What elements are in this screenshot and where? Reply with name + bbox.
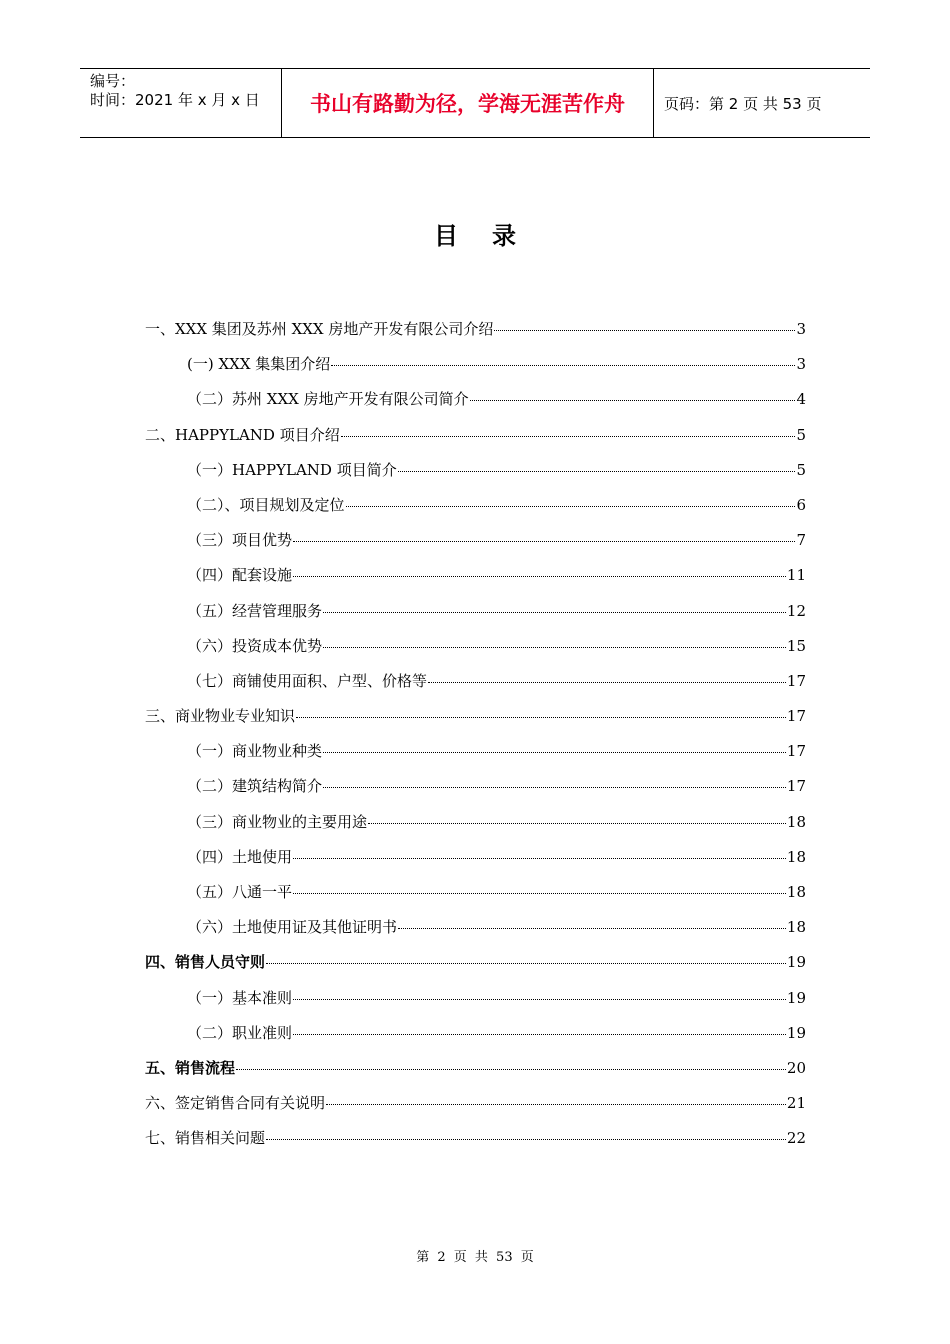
toc-entry-page: 17 [786,777,806,796]
toc-entry[interactable] [145,635,806,670]
toc-leader-dots [368,823,786,824]
toc-entry-title: （六）土地使用证及其他证明书 [187,918,398,937]
toc-entry-page: 17 [786,742,806,761]
toc-entry-title: 一、XXX 集团及苏州 XXX 房地产开发有限公司介绍 [145,320,494,338]
toc-entry-page: 12 [786,601,806,620]
toc-entry-title: （一）HAPPYLAND 项目简介 [187,460,397,479]
toc-entry[interactable] [145,740,806,775]
toc-leader-dots [323,612,786,613]
toc-entry-page: 17 [786,707,806,726]
toc-entry-page: 7 [796,531,806,550]
toc-entry-title: 六、签定销售合同有关说明 [145,1094,326,1113]
toc-entry[interactable] [145,1092,806,1127]
toc-entry[interactable] [145,529,806,564]
toc-leader-dots [470,400,796,401]
toc-entry-page: 21 [786,1094,806,1113]
toc-leader-dots [326,1104,786,1105]
toc-entry[interactable] [145,494,806,529]
toc-leader-dots [346,506,796,507]
toc-leader-dots [398,928,786,929]
toc-leader-dots [323,647,786,648]
toc-entry-page: 19 [786,1023,806,1042]
toc-entry-title: (一) XXX 集集团介绍 [187,355,331,374]
toc-entry-page: 5 [796,425,806,444]
toc-leader-dots [323,752,786,753]
toc-entry[interactable] [145,353,806,388]
toc-leader-dots [236,1069,786,1070]
toc-entry[interactable] [145,1022,806,1057]
toc-entry-title: （六）投资成本优势 [187,636,323,655]
toc-entry-page: 4 [796,390,806,409]
toc-leader-dots [293,541,795,542]
toc-entry-page: 20 [786,1058,806,1077]
toc-leader-dots [296,717,786,718]
toc-leader-dots [494,330,795,331]
toc-entry[interactable] [145,951,806,986]
toc-leader-dots [266,1139,786,1140]
toc-entry[interactable] [145,916,806,951]
toc-leader-dots [266,963,786,964]
toc-entry-page: 15 [786,636,806,655]
toc-entry-page: 11 [786,566,806,585]
header-meta-cell [80,69,282,137]
toc-leader-dots [293,1034,786,1035]
toc-entry-page: 6 [796,495,806,514]
toc-entry-page: 17 [786,671,806,690]
toc-entry-title: （三）商业物业的主要用途 [187,812,368,831]
toc-entry-title: （二）、项目规划及定位 [187,495,345,514]
document-number-label: 编号： [90,72,136,90]
toc-entry[interactable] [145,600,806,635]
toc-entry-title: （三）项目优势 [187,531,293,550]
toc-entry-title: （四）配套设施 [187,566,293,585]
document-time-label: 时间：2021 年 x 月 x 日 [90,91,260,109]
toc-leader-dots [341,436,796,437]
toc-leader-dots [293,858,786,859]
header-motto: 书山有路勤为径，学海无涯苦作舟 [282,69,654,137]
toc-leader-dots [293,893,786,894]
toc-entry[interactable] [145,775,806,810]
toc-entry[interactable] [145,424,806,459]
toc-entry-title: （二）建筑结构简介 [187,777,323,796]
toc-entry-title: 三、商业物业专业知识 [145,707,296,726]
toc-entry-page: 5 [796,460,806,479]
toc-entry-title: （七）商铺使用面积、户型、价格等 [187,671,428,690]
toc-entry-page: 18 [786,883,806,901]
toc-entry-page: 18 [786,812,806,831]
toc-entry[interactable] [145,318,806,353]
toc-entry[interactable] [145,987,806,1022]
header-page-info: 页码：第 2 页 共 53 页 [664,94,822,113]
toc-entry-page: 19 [786,988,806,1007]
toc-entry-title: （五）八通一平 [187,883,293,901]
toc-leader-dots [398,471,796,472]
toc-entry-title: 七、销售相关问题 [145,1129,266,1148]
toc-entry[interactable] [145,459,806,494]
toc-entry-title: （五）经营管理服务 [187,601,323,620]
toc-entry-page: 3 [796,355,806,374]
toc-entry-page: 18 [786,847,806,866]
toc-entry-page: 3 [796,320,806,338]
toc-entry-title: （四）土地使用 [187,847,293,866]
toc-entry-title: （二）职业准则 [187,1023,293,1042]
toc-entry[interactable] [145,846,806,881]
toc-entry[interactable] [145,1057,806,1092]
toc-entry[interactable] [145,881,806,916]
toc-leader-dots [293,576,786,577]
toc-entry-title: （二）苏州 XXX 房地产开发有限公司简介 [187,390,469,409]
toc-entry[interactable] [145,388,806,423]
toc-entry-title: （一）基本准则 [187,988,293,1007]
toc-entry[interactable] [145,1127,806,1162]
toc-entry[interactable] [145,670,806,705]
toc-leader-dots [428,682,786,683]
toc-leader-dots [293,999,786,1000]
toc-entry-title: 五、销售流程 [145,1058,236,1077]
toc-entry-page: 19 [786,953,806,972]
page-title: 目录 [434,221,550,250]
table-of-contents [145,318,806,1163]
toc-entry-title: （一）商业物业种类 [187,742,323,761]
toc-leader-dots [331,365,795,366]
toc-entry-title: 四、销售人员守则 [145,953,266,972]
toc-entry[interactable] [145,564,806,599]
toc-leader-dots [323,787,786,788]
header-table [80,68,870,138]
toc-entry[interactable] [145,811,806,846]
toc-entry-page: 22 [786,1129,806,1148]
toc-entry[interactable] [145,705,806,740]
toc-entry-page: 18 [786,918,806,937]
page-footer: 第 2 页 共 53 页 [416,1250,534,1265]
toc-entry-title: 二、HAPPYLAND 项目介绍 [145,425,340,444]
